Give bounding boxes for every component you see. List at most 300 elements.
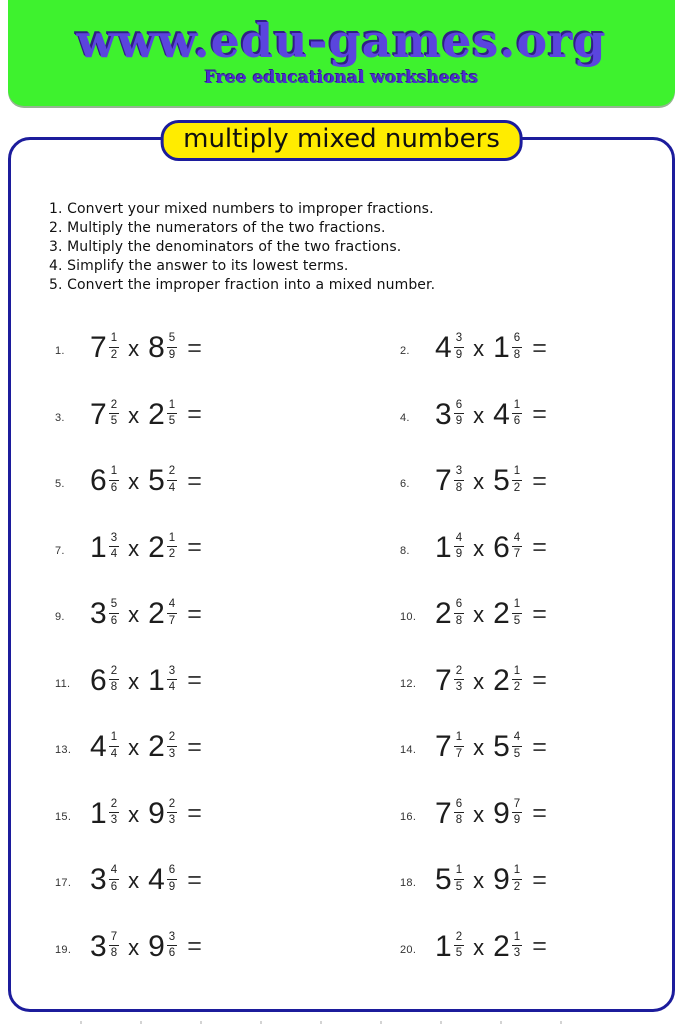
mixed-number [90,732,119,762]
mixed-number [493,732,522,762]
problem-number: 11. [55,677,71,690]
whole-number: 2 [148,397,165,431]
equals-sign: = [187,400,202,428]
problem-number: 17. [55,877,72,889]
equals-sign: = [532,932,547,960]
whole-number: 5 [148,464,165,497]
problem-item [55,663,400,733]
fraction-numerator: 1 [512,399,522,414]
fraction-denominator: 5 [455,880,463,893]
fraction-denominator: 2 [168,548,176,560]
problem-expression [90,796,202,830]
problem-item [400,796,672,866]
equals-sign: = [532,666,547,694]
fraction [454,665,464,694]
whole-number: 1 [493,331,510,364]
fraction-numerator: 6 [454,798,464,813]
fraction [512,798,522,827]
whole-number: 9 [148,929,165,963]
fraction-numerator: 1 [167,532,177,547]
fraction-denominator: 4 [110,548,118,560]
equals-sign: = [187,732,202,761]
fraction-denominator: 6 [110,614,118,627]
fraction-denominator: 7 [168,614,176,627]
whole-number: 4 [148,863,165,896]
whole-number: 6 [493,530,510,564]
mixed-number [493,929,522,963]
instruction-line: 4. Simplify the answer to its lowest terms. [49,258,349,274]
fraction [109,598,119,627]
fraction-denominator: 9 [513,814,521,826]
equals-sign: = [187,533,202,561]
problem-number: 18. [400,877,417,889]
mixed-number [90,663,119,697]
whole-number: 6 [90,663,107,697]
fraction-numerator: 1 [512,465,522,480]
fraction-numerator: 4 [109,864,119,879]
whole-number: 2 [493,663,510,697]
fraction-denominator: 8 [455,814,463,826]
mixed-number [493,865,522,895]
whole-number: 2 [148,530,165,564]
multiply-sign: x [128,934,140,960]
fraction-denominator: 2 [513,681,521,693]
instruction-line: 2. Multiply the numerators of the two fractions. [49,220,386,236]
whole-number: 1 [435,530,452,564]
fraction-numerator: 2 [109,665,119,680]
fraction [109,465,119,494]
fraction-numerator: 1 [454,864,464,879]
problem-expression [435,732,547,762]
whole-number: 2 [148,730,165,763]
fraction-denominator: 6 [513,415,521,427]
multiply-sign: x [473,469,485,494]
fraction-denominator: 7 [513,548,521,560]
mixed-number [435,466,464,496]
fraction [454,798,464,827]
problem-expression [435,333,547,363]
fraction-denominator: 9 [455,548,463,560]
mixed-number [435,796,464,830]
mixed-number [148,929,177,963]
whole-number: 9 [493,863,510,896]
equals-sign: = [532,599,547,628]
whole-number: 7 [90,397,107,431]
problem-item [400,732,672,799]
mixed-number [493,466,522,496]
problem-number: 7. [55,544,65,557]
mixed-number [493,397,522,431]
fraction-numerator: 6 [454,399,464,414]
mixed-number [435,599,464,629]
fraction [167,598,177,627]
fraction [109,399,119,428]
multiply-sign: x [128,535,140,561]
mixed-number [435,530,464,564]
fraction-denominator: 9 [168,880,176,893]
fraction [167,532,177,561]
mixed-number [493,599,522,629]
fraction-denominator: 3 [110,814,118,826]
whole-number: 4 [435,331,452,364]
multiply-sign: x [128,735,140,760]
multiply-sign: x [473,868,485,893]
whole-number: 5 [435,863,452,896]
fraction [167,465,177,494]
fraction [512,399,522,428]
mixed-number [90,466,119,496]
fraction-numerator: 4 [512,731,522,746]
multiply-sign: x [473,336,485,361]
whole-number: 5 [493,464,510,497]
fraction [109,864,119,893]
whole-number: 3 [90,597,107,630]
multiply-sign: x [473,934,485,960]
fraction-numerator: 1 [512,598,522,613]
fraction [512,931,522,960]
problem-number: 2. [400,345,410,357]
problem-expression [435,929,547,963]
site-title: www.edu-games.org [76,14,607,68]
problem-expression [90,397,202,431]
fraction-numerator: 2 [109,399,119,414]
mixed-number [90,397,119,431]
whole-number: 8 [148,331,165,364]
fraction [512,532,522,561]
problem-number: 12. [400,677,417,690]
fraction-numerator: 4 [512,532,522,547]
equals-sign: = [532,400,547,428]
problem-number: 9. [55,611,65,623]
mixed-number [90,929,119,963]
fraction-numerator: 4 [454,532,464,547]
whole-number: 7 [435,796,452,830]
problem-expression [90,333,202,363]
multiply-sign: x [128,668,140,694]
mixed-number [90,796,119,830]
fraction-denominator: 5 [513,747,521,760]
problem-item [55,333,400,400]
problem-item [400,397,672,467]
problem-expression [90,530,202,564]
mixed-number [435,397,464,431]
fraction-numerator: 2 [454,931,464,946]
problem-expression [90,929,202,963]
fraction-denominator: 4 [168,481,176,494]
fraction-denominator: 9 [455,415,463,427]
fraction [109,332,119,361]
whole-number: 4 [493,397,510,431]
fraction-denominator: 7 [455,747,463,760]
fraction-denominator: 3 [168,814,176,826]
fraction-denominator: 6 [110,880,118,893]
fraction [109,731,119,760]
whole-number: 2 [493,929,510,963]
fraction-numerator: 6 [454,598,464,613]
mixed-number [493,796,522,830]
fraction [512,332,522,361]
multiply-sign: x [128,336,140,361]
mixed-number [90,865,119,895]
whole-number: 1 [90,530,107,564]
mixed-number [435,333,464,363]
equals-sign: = [187,466,202,495]
fraction-denominator: 3 [168,747,176,760]
problem-expression [435,397,547,431]
fraction-numerator: 3 [109,532,119,547]
fraction-denominator: 8 [455,614,463,627]
fraction [512,665,522,694]
problem-item [400,929,672,999]
problem-number: 3. [55,411,65,424]
fraction-numerator: 2 [454,665,464,680]
fraction [454,598,464,627]
problem-expression [435,796,547,830]
problems-grid [55,333,672,998]
fraction-numerator: 1 [512,931,522,946]
problem-expression [435,599,547,629]
equals-sign: = [187,799,202,827]
fraction-numerator: 3 [454,332,464,347]
problem-number: 14. [400,744,417,756]
fraction [512,731,522,760]
fraction-numerator: 1 [512,864,522,879]
fraction [167,798,177,827]
equals-sign: = [187,865,202,894]
fraction-numerator: 3 [454,465,464,480]
whole-number: 5 [493,730,510,763]
mixed-number [148,796,177,830]
site-tagline: Free educational worksheets [204,68,479,88]
whole-number: 3 [435,397,452,431]
fraction [167,864,177,893]
equals-sign: = [532,466,547,495]
fraction [454,465,464,494]
mixed-number [435,865,464,895]
site-banner [8,0,675,106]
fraction-denominator: 3 [455,681,463,693]
mixed-number [493,333,522,363]
mixed-number [148,397,177,431]
mixed-number [148,865,177,895]
fraction [167,665,177,694]
fraction-denominator: 8 [110,947,118,959]
fraction [167,332,177,361]
equals-sign: = [187,932,202,960]
problem-item [55,397,400,467]
equals-sign: = [532,732,547,761]
fraction-numerator: 7 [512,798,522,813]
mixed-number [90,530,119,564]
whole-number: 1 [435,929,452,963]
whole-number: 1 [148,663,165,697]
problem-item [400,663,672,733]
problem-number: 13. [55,744,72,756]
problem-item [400,865,672,932]
problem-number: 19. [55,943,72,956]
fraction-denominator: 9 [455,348,463,361]
problem-item [55,732,400,799]
fraction [454,399,464,428]
fraction-numerator: 1 [512,665,522,680]
fraction-numerator: 1 [109,731,119,746]
problem-number: 8. [400,544,410,557]
problem-expression [90,732,202,762]
fraction [454,931,464,960]
mixed-number [435,663,464,697]
worksheet-sheet [8,124,675,1012]
equals-sign: = [187,333,202,362]
fraction [512,598,522,627]
whole-number: 2 [435,597,452,630]
problem-item [55,466,400,533]
equals-sign: = [187,599,202,628]
fraction-numerator: 1 [454,731,464,746]
mixed-number [435,732,464,762]
problem-expression [90,599,202,629]
fraction-denominator: 4 [168,681,176,693]
fraction-denominator: 4 [110,747,118,760]
fraction [167,931,177,960]
instruction-line: 5. Convert the improper fraction into a mixed number. [49,277,436,293]
fraction-denominator: 8 [455,481,463,494]
mixed-number [148,599,177,629]
instruction-line: 1. Convert your mixed numbers to improper fractions. [49,201,434,217]
multiply-sign: x [473,668,485,694]
fraction-numerator: 1 [109,332,119,347]
mixed-number [493,530,522,564]
problem-item [55,796,400,866]
multiply-sign: x [128,868,140,893]
fraction [454,332,464,361]
problem-item [55,865,400,932]
problem-expression [90,466,202,496]
mixed-number [435,929,464,963]
fraction-denominator: 5 [455,947,463,959]
multiply-sign: x [128,469,140,494]
multiply-sign: x [128,402,140,428]
whole-number: 6 [90,464,107,497]
fraction-denominator: 8 [513,348,521,361]
equals-sign: = [187,666,202,694]
multiply-sign: x [473,535,485,561]
multiply-sign: x [128,801,140,827]
problem-item [55,599,400,666]
whole-number: 7 [90,331,107,364]
problem-expression [435,530,547,564]
problem-number: 4. [400,411,410,424]
equals-sign: = [532,333,547,362]
mixed-number [148,663,177,697]
fraction-denominator: 3 [513,947,521,959]
mixed-number [148,732,177,762]
fraction [454,731,464,760]
whole-number: 2 [493,597,510,630]
problem-item [400,530,672,600]
fraction-numerator: 7 [109,931,119,946]
fraction-denominator: 2 [513,880,521,893]
problem-item [55,929,400,999]
mixed-number [148,466,177,496]
fraction-numerator: 2 [167,465,177,480]
equals-sign: = [532,533,547,561]
fraction [167,731,177,760]
fraction-numerator: 3 [167,931,177,946]
whole-number: 4 [90,730,107,763]
fraction-numerator: 2 [109,798,119,813]
mixed-number [493,663,522,697]
problem-number: 6. [400,478,410,490]
mixed-number [90,333,119,363]
instructions [49,200,672,295]
fraction [512,465,522,494]
problem-number: 5. [55,478,65,490]
whole-number: 7 [435,663,452,697]
whole-number: 1 [90,796,107,830]
problem-expression [435,466,547,496]
problem-number: 10. [400,611,417,623]
whole-number: 3 [90,863,107,896]
equals-sign: = [532,865,547,894]
fraction [109,798,119,827]
fraction [454,532,464,561]
problem-item [55,530,400,600]
fraction-denominator: 2 [513,481,521,494]
fraction-denominator: 2 [110,348,118,361]
equals-sign: = [532,799,547,827]
whole-number: 3 [90,929,107,963]
multiply-sign: x [473,602,485,627]
whole-number: 2 [148,597,165,630]
fraction-numerator: 5 [167,332,177,347]
fraction-numerator: 6 [512,332,522,347]
problem-expression [435,663,547,697]
fraction [109,665,119,694]
fraction-denominator: 9 [168,348,176,361]
fraction-denominator: 5 [513,614,521,627]
problem-expression [435,865,547,895]
problem-item [400,333,672,400]
mixed-number [90,599,119,629]
fraction [512,864,522,893]
problem-number: 1. [55,345,65,357]
mixed-number [148,333,177,363]
whole-number: 9 [493,796,510,830]
fraction-denominator: 6 [168,947,176,959]
worksheet-title: multiply mixed numbers [160,120,523,161]
whole-number: 9 [148,796,165,830]
problem-number: 15. [55,810,72,823]
multiply-sign: x [473,402,485,428]
fraction [109,532,119,561]
problem-number: 16. [400,810,417,823]
problem-item [400,466,672,533]
multiply-sign: x [473,801,485,827]
fraction-numerator: 3 [167,665,177,680]
fraction-denominator: 8 [110,681,118,693]
mixed-number [148,530,177,564]
problem-expression [90,865,202,895]
whole-number: 7 [435,464,452,497]
fraction-numerator: 1 [167,399,177,414]
fraction [167,399,177,428]
fraction-numerator: 6 [167,864,177,879]
fraction-numerator: 1 [109,465,119,480]
fraction [109,931,119,960]
multiply-sign: x [128,602,140,627]
fraction-numerator: 2 [167,731,177,746]
problem-expression [90,663,202,697]
